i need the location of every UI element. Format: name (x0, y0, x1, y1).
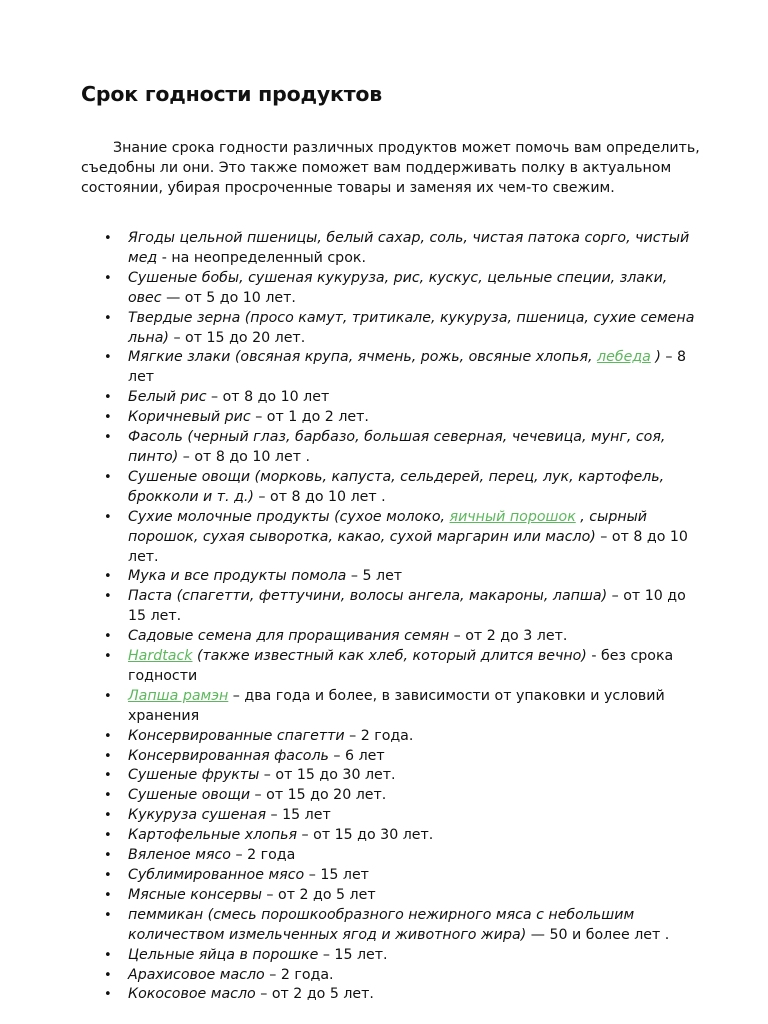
item-name: Сухие молочные продукты (сухое молоко, (128, 508, 450, 525)
list-item (0, 866, 698, 886)
list-item (0, 826, 698, 846)
list-item (0, 966, 698, 986)
item-duration: – от 1 до 2 лет. (250, 409, 369, 426)
bullet-icon: • (104, 390, 112, 406)
item-duration: – от 15 до 20 лет. (250, 787, 387, 804)
item-link[interactable]: лебеда (597, 349, 651, 366)
item-name: Сушеные овощи (морковь, капуста, сельдерей, перец, лук, картофель, брокколи и т. д.) (128, 468, 665, 505)
bullet-icon: • (104, 808, 112, 824)
item-name: Фасоль (черный глаз, барбазо, большая северная, чечевица, мунг, соя, пинто) (128, 429, 666, 465)
item-duration: – от 15 до 30 лет. (297, 827, 434, 844)
list-item (0, 468, 698, 508)
list-item (0, 727, 698, 747)
item-name: Ягоды цельной пшеницы, белый сахар, соль, чистая патока сорго, чистый мед (128, 230, 690, 266)
item-name: Консервированные спагетти (128, 727, 345, 744)
item-name: Сушеные овощи (128, 787, 251, 804)
list-item (0, 428, 698, 468)
bullet-icon: • (104, 848, 112, 864)
bullet-icon: • (104, 569, 112, 585)
document-title: Срок годности продуктов (81, 82, 383, 106)
bullet-icon: • (104, 410, 112, 426)
list-item (0, 985, 698, 1005)
bullet-icon: • (104, 768, 112, 784)
bullet-icon: • (104, 589, 112, 605)
intro-paragraph: Знание срока годности различных продуктов может помочь вам определить, съедобны ли они. Это также поможет вам поддерживать полку в актуальном состоянии, убирая просроченные товары и заменяя их чем-то свежим. (81, 140, 700, 196)
list-item (0, 906, 698, 946)
item-name: Садовые семена для проращивания семян (128, 628, 450, 645)
item-duration: – от 8 до 10 лет . (253, 488, 386, 505)
item-duration: - на неопределенный срок. (157, 249, 366, 266)
item-name: Коричневый рис (128, 409, 251, 426)
list-item (0, 587, 698, 627)
list-item (0, 806, 698, 826)
item-duration: – от 2 до 5 лет. (255, 986, 374, 1003)
item-name: Арахисовое масло (128, 966, 265, 983)
item-duration: — 50 и более лет . (526, 926, 670, 943)
list-item (0, 388, 698, 408)
item-name: Сушеные бобы, сушеная кукуруза, рис, кускус, цельные специи, злаки, овес (128, 269, 668, 306)
item-name: Сушеные фрукты (128, 767, 260, 784)
list-item (0, 946, 698, 966)
list-item (0, 567, 698, 587)
item-duration: – от 8 до 10 лет. (128, 528, 688, 565)
item-duration: – 5 лет (346, 568, 403, 585)
bullet-icon: • (104, 350, 112, 366)
item-name: Консервированная фасоль (128, 747, 329, 764)
bullet-icon: • (104, 688, 112, 704)
bullet-icon: • (104, 469, 112, 485)
item-duration: – 15 лет (266, 807, 331, 824)
item-name-continued: ) (650, 349, 661, 366)
list-item (0, 508, 698, 568)
item-link[interactable]: яичный порошок (449, 508, 576, 525)
item-duration: — от 5 до 10 лет. (161, 289, 296, 306)
item-duration: – 2 года. (344, 727, 414, 744)
list-item (0, 269, 698, 309)
item-duration: – 6 лет (328, 747, 385, 764)
shelf-life-list (0, 229, 768, 1005)
item-name: Вяленое мясо (128, 847, 231, 864)
item-duration: – 2 года. (264, 966, 334, 983)
list-item (0, 647, 698, 687)
item-duration: – от 2 до 5 лет (261, 886, 376, 903)
list-item (0, 766, 698, 786)
bullet-icon: • (104, 231, 112, 246)
bullet-icon: • (104, 748, 112, 764)
item-duration: - без срока годности (128, 648, 674, 684)
item-name: Мягкие злаки (овсяная крупа, ячмень, рожь, овсяные хлопья, (128, 349, 598, 366)
bullet-icon: • (104, 887, 112, 903)
item-name: Картофельные хлопья (128, 827, 298, 844)
bullet-icon: • (104, 310, 112, 326)
bullet-icon: • (104, 270, 112, 286)
bullet-icon: • (104, 430, 112, 446)
list-item (0, 309, 698, 349)
item-name: Кукуруза сушеная (128, 807, 266, 824)
list-item (0, 846, 698, 866)
item-duration: – от 10 до 15 лет. (128, 588, 686, 625)
item-name: Паста (спагетти, феттучини, волосы ангела, макароны, лапша) (128, 588, 608, 605)
list-item (0, 408, 698, 428)
item-duration: – от 15 до 20 лет. (168, 329, 306, 346)
bullet-icon: • (104, 629, 112, 645)
bullet-icon: • (104, 509, 112, 525)
item-name: Белый рис (128, 389, 207, 406)
bullet-icon: • (104, 987, 112, 1003)
item-name: пеммикан (смесь порошкообразного нежирного мяса с небольшим количеством измельченных ягод и животного жира) (128, 906, 635, 943)
item-link[interactable]: Hardtack (128, 648, 193, 665)
item-name-continued: (также известный как хлеб, который длится вечно) (192, 648, 587, 665)
list-item (0, 747, 698, 767)
item-name: Мука и все продукты помола (128, 568, 347, 585)
item-name: Сублимированное мясо (128, 867, 305, 883)
list-item (0, 229, 698, 269)
list-item (0, 786, 698, 806)
bullet-icon: • (104, 649, 112, 665)
item-duration: – от 8 до 10 лет . (178, 448, 311, 465)
list-item (0, 687, 698, 727)
item-name: Твердые зерна (просо камут, тритикале, кукуруза, пшеница, сухие семена льна) (128, 309, 695, 346)
item-name: Цельные яйца в порошке (128, 946, 319, 963)
bullet-icon: • (104, 728, 112, 744)
bullet-icon: • (104, 947, 112, 963)
bullet-icon: • (104, 868, 112, 883)
bullet-icon: • (104, 907, 112, 923)
item-duration: – 15 лет. (318, 946, 388, 963)
list-item (0, 886, 698, 906)
bullet-icon: • (104, 828, 112, 844)
item-duration: – два года и более, в зависимости от упаковки и условий хранения (128, 687, 665, 724)
item-duration: – от 2 до 3 лет. (449, 628, 568, 645)
item-duration: – 2 года (230, 847, 296, 864)
list-item (0, 627, 698, 647)
item-name-continued: , сырный порошок, сухая сыворотка, какао, сухой маргарин или масло) (128, 508, 648, 545)
list-item (0, 348, 698, 388)
item-duration: – от 15 до 30 лет. (259, 767, 396, 784)
bullet-icon: • (104, 788, 112, 804)
item-duration: – 15 лет (304, 867, 369, 883)
bullet-icon: • (104, 967, 112, 983)
item-link[interactable]: Лапша рамэн (128, 687, 229, 704)
item-duration: – от 8 до 10 лет (206, 389, 330, 406)
item-duration: – 8 лет (128, 349, 687, 386)
item-name: Кокосовое масло (128, 986, 256, 1003)
item-name: Мясные консервы (128, 886, 262, 903)
